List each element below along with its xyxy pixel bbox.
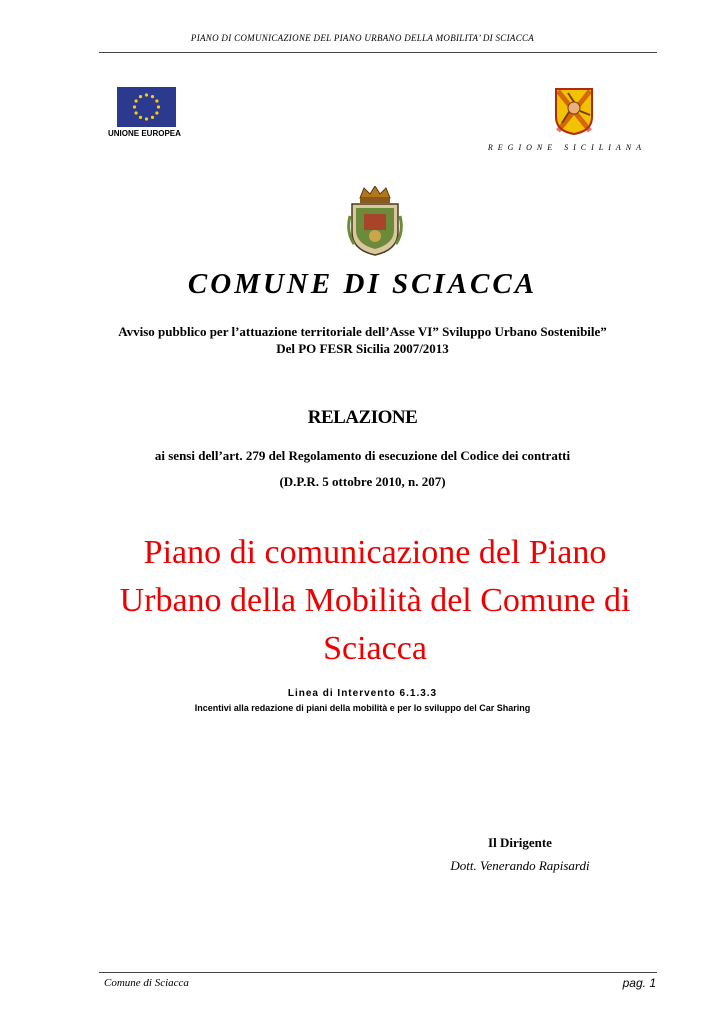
relazione-heading: RELAZIONE (307, 407, 418, 428)
avviso-line-1: Avviso pubblico per l’attuazione territoriale dell’Asse VI” Sviluppo Urbano Sostenibile” (118, 324, 607, 339)
main-title-line-1: Piano di comunicazione del Piano (143, 534, 607, 571)
running-header: PIANO DI COMUNICAZIONE DEL PIANO URBANO DELLA MOBILITA’ DI SCIACCA (190, 33, 535, 43)
main-title-line-2: Urbano della Mobilità del Comune di (119, 582, 631, 619)
relazione-dpr: (D.P.R. 5 ottobre 2010, n. 207) (279, 474, 446, 489)
document-main-title (90, 529, 660, 673)
footer-rule (99, 972, 657, 973)
sicily-region-logo (554, 87, 594, 135)
sciacca-coat-of-arms (346, 186, 404, 256)
signature-role: Il Dirigente (488, 835, 552, 850)
footer-comune: Comune di Sciacca (104, 977, 189, 989)
relazione-sensi: ai sensi dell’art. 279 del Regolamento di esecuzione del Codice dei contratti (154, 448, 571, 463)
eu-flag-logo (117, 87, 176, 127)
incentivi-description: Incentivi alla redazione di piani della mobilità e per lo sviluppo del Car Sharing (194, 703, 531, 713)
main-title-line-3: Sciacca (323, 630, 427, 667)
signature-name: Dott. Venerando Rapisardi (450, 858, 590, 873)
header-rule (99, 52, 657, 53)
avviso-line-2: Del PO FESR Sicilia 2007/2013 (276, 341, 449, 356)
eu-label: UNIONE EUROPEA (108, 129, 181, 138)
linea-intervento: Linea di Intervento 6.1.3.3 (287, 688, 438, 699)
comune-title: COMUNE DI SCIACCA (187, 268, 538, 300)
page-number: pag. 1 (622, 976, 656, 990)
region-label: REGIONE SICILIANA (487, 143, 646, 152)
